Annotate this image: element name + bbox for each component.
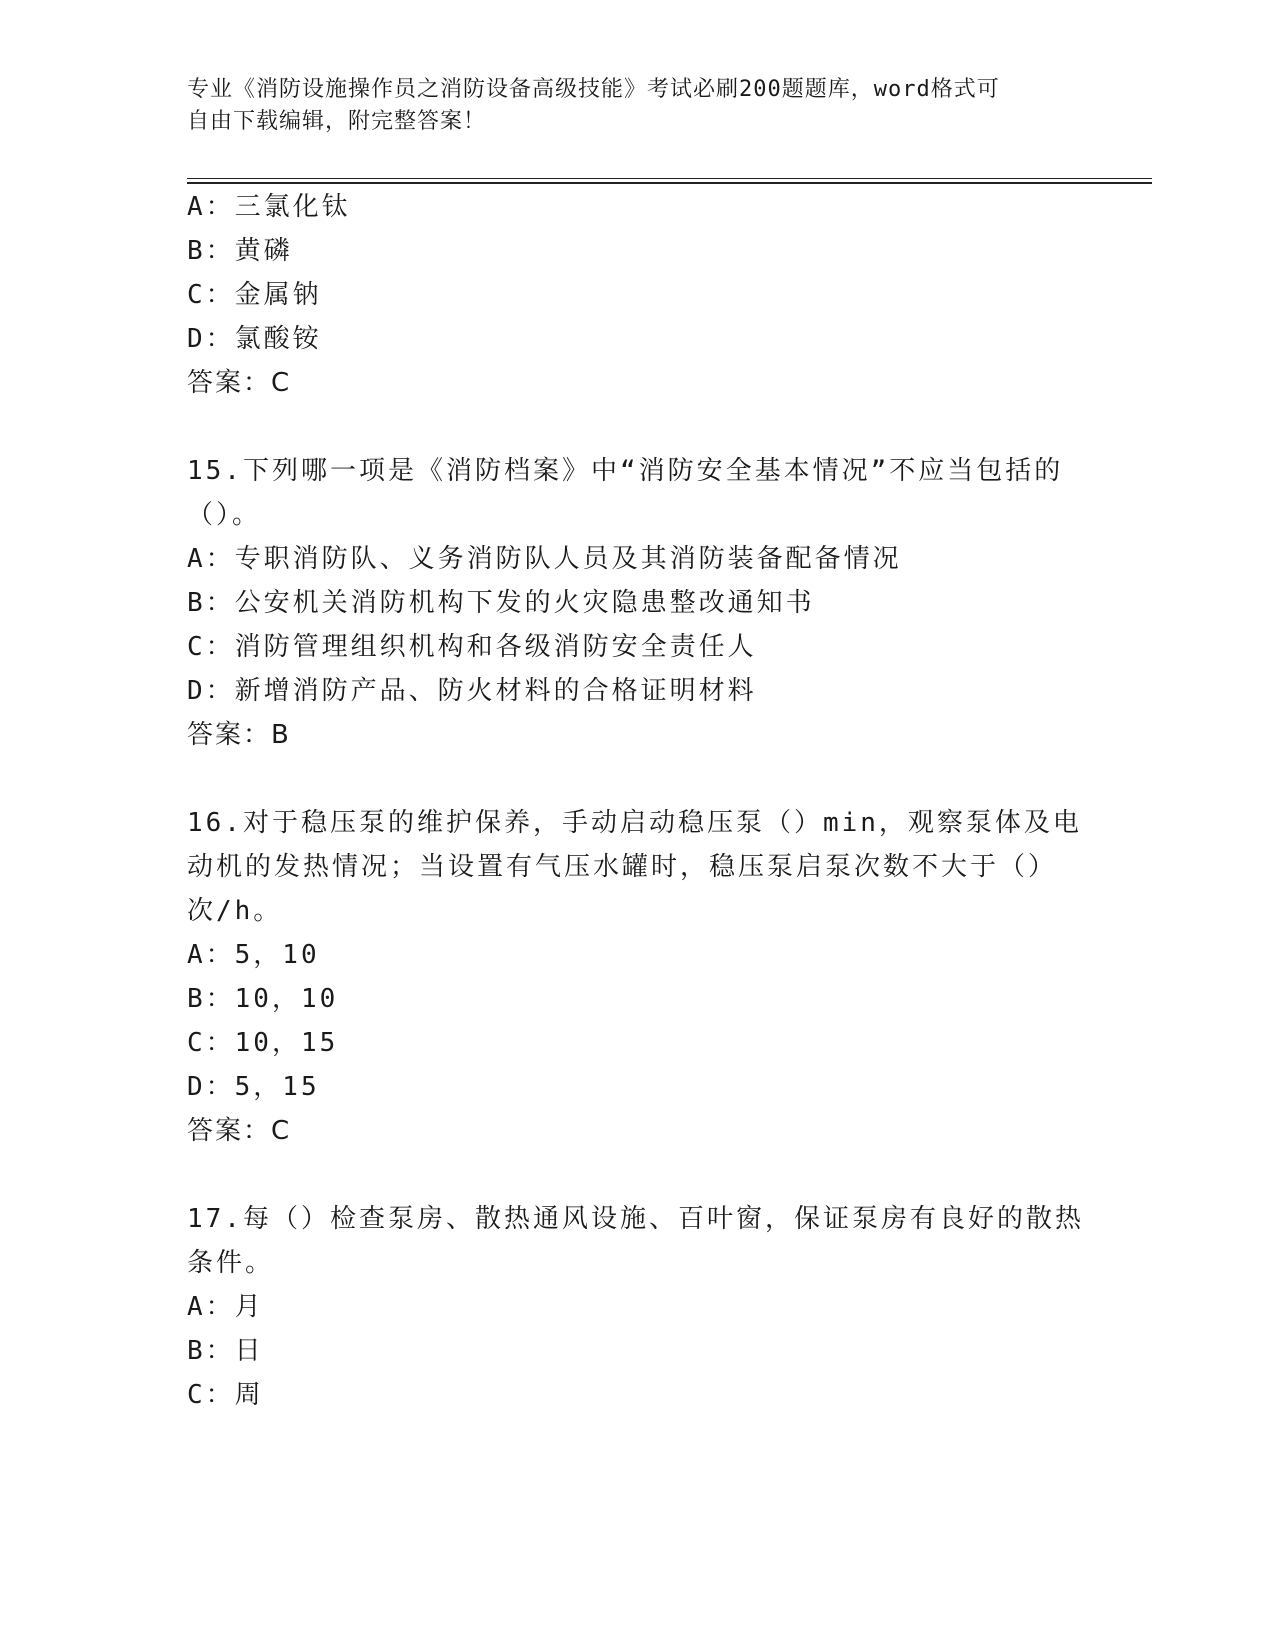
q14-option-d: D：氯酸铵 [187, 324, 322, 354]
q15-option-b: B：公安机关消防机构下发的火灾隐患整改通知书 [187, 588, 815, 618]
q17-option-a: A：月 [187, 1292, 264, 1322]
q15-stem-line-1: 15.下列哪一项是《消防档案》中“消防安全基本情况”不应当包括的 [187, 456, 1064, 486]
document-header [187, 74, 1067, 138]
q16-stem-line-1: 16.对于稳压泵的维护保养，手动启动稳压泵（）min，观察泵体及电 [187, 808, 1082, 838]
q14-option-c: C：金属钠 [187, 280, 322, 310]
q16-stem-line-2: 动机的发热情况；当设置有气压水罐时，稳压泵启泵次数不大于（） [187, 852, 1058, 882]
q14-option-b: B：黄磷 [187, 236, 293, 266]
q15-answer: 答案：B [187, 720, 291, 750]
q15-option-a: A：专职消防队、义务消防队人员及其消防装备配备情况 [187, 544, 902, 574]
q16-option-d: D：5，15 [187, 1072, 320, 1102]
q14-answer: 答案：C [187, 368, 292, 398]
q16-option-c: C：10，15 [187, 1028, 339, 1058]
q17-option-c: C：周 [187, 1380, 264, 1410]
q17-option-b: B：日 [187, 1336, 264, 1366]
q16-option-b: B：10，10 [187, 984, 339, 1014]
header-line-2: 自由下载编辑，附完整答案！ [187, 109, 487, 134]
q14-option-a: A：三氯化钛 [187, 192, 351, 222]
q16-stem-line-3: 次/h。 [187, 896, 283, 926]
q16-answer: 答案：C [187, 1116, 292, 1146]
header-divider [187, 178, 1152, 184]
q17-stem-line-2: 条件。 [187, 1248, 275, 1278]
q15-option-d: D：新增消防产品、防火材料的合格证明材料 [187, 676, 757, 706]
header-line-1: 专业《消防设施操作员之消防设备高级技能》考试必刷200题题库，word格式可 [187, 77, 1000, 102]
q15-option-c: C：消防管理组织机构和各级消防安全责任人 [187, 632, 757, 662]
q15-stem-line-2: （）。 [187, 500, 262, 530]
q17-stem-line-1: 17.每（）检查泵房、散热通风设施、百叶窗，保证泵房有良好的散热 [187, 1204, 1084, 1234]
q16-option-a: A：5，10 [187, 940, 320, 970]
